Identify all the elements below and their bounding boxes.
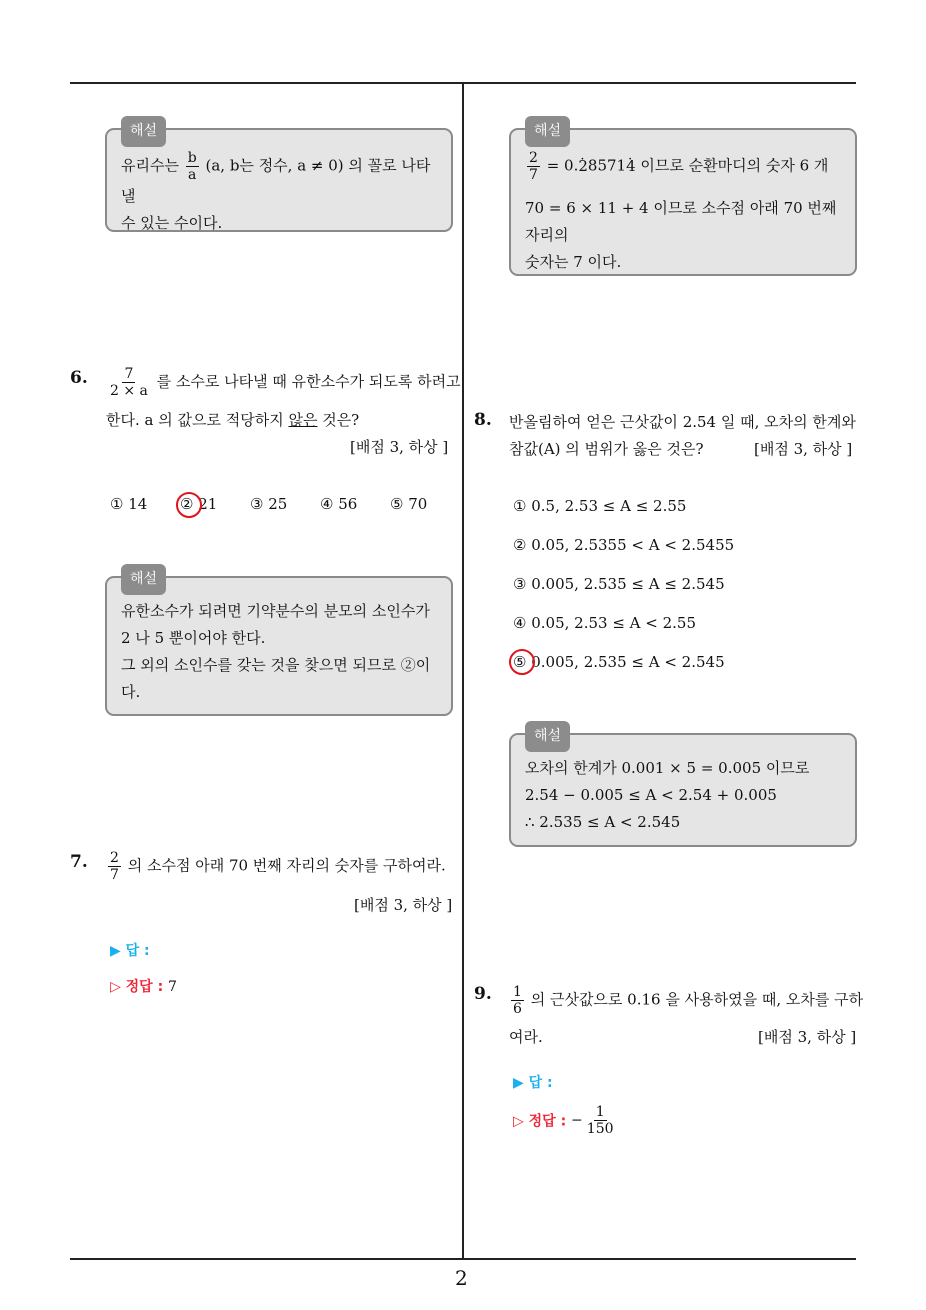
page-number: 2	[455, 1266, 468, 1290]
answer-prompt[interactable]: ▶ 답 :	[110, 943, 150, 959]
q8-choice-4[interactable]: ④ 0.05, 2.53 ≤ A < 2.55	[513, 614, 696, 632]
question-7-score: [배점 3, 하상 ]	[354, 896, 453, 914]
explanation-line: 2.54 − 0.005 ≤ A < 2.54 + 0.005	[525, 786, 777, 804]
left-explanation-box-1	[105, 123, 453, 232]
answer-prompt[interactable]: ▶ 답 :	[513, 1075, 553, 1091]
q6-choice-5[interactable]: ⑤ 70	[390, 495, 428, 513]
column-divider	[462, 84, 464, 1260]
explanation-tag: 해설	[121, 116, 166, 147]
q6-choice-2[interactable]: ② 21	[180, 495, 218, 513]
question-8-score: [배점 3, 하상 ]	[754, 440, 853, 458]
question-7-number: 7.	[70, 852, 88, 872]
right-explanation-box-2	[509, 728, 857, 847]
left-explanation-box-2	[105, 571, 453, 716]
fraction: $\frac{7}{2 \times a}$	[110, 366, 148, 399]
explanation-line: 수 있는 수이다.	[121, 214, 223, 232]
explanation-line: $\frac{2}{7}$ = 0.· 28571· 4 이므로 순환마디의 숫자 6 개	[525, 150, 841, 183]
explanation-tag: 해설	[525, 721, 570, 752]
right-explanation-box-1	[509, 123, 857, 276]
question-6-line-2: 한다. a 의 값으로 적당하지 않은 것은?	[106, 411, 360, 429]
explanation-tag: 해설	[525, 116, 570, 147]
explanation-line: 그 외의 소인수를 갖는 것을 찾으면 되므로 ②이	[121, 656, 431, 674]
question-8-line-2: 참값(A) 의 범위가 옳은 것은?	[509, 440, 704, 458]
selected-answer-circle	[176, 492, 202, 518]
question-9-line-2: 여라.	[509, 1028, 543, 1046]
question-9-number: 9.	[474, 984, 492, 1004]
explanation-line: 유리수는 $\frac{b}{a}$ (a, b는 정수, a ≠ 0) 의 꼴로 나타낼	[121, 150, 431, 205]
question-8-number: 8.	[474, 410, 492, 430]
question-6-score: [배점 3, 하상 ]	[350, 438, 449, 456]
explanation-line: 오차의 한계가 0.001 × 5 = 0.005 이므로	[525, 759, 810, 777]
fraction: $\frac{2}{7}$	[529, 150, 538, 183]
question-8-line-1: 반올림하여 얻은 근삿값이 2.54 일 때, 오차의 한계와	[509, 413, 856, 431]
q6-choice-3[interactable]: ③ 25	[250, 495, 288, 513]
explanation-line: ∴ 2.535 ≤ A < 2.545	[525, 813, 681, 831]
explanation-line: 다.	[121, 683, 141, 701]
correct-answer: ▷ 정답 : 7	[110, 979, 177, 995]
fraction: $\frac{b}{a}$	[187, 150, 197, 183]
q6-choice-4[interactable]: ④ 56	[320, 495, 358, 513]
q8-choice-5[interactable]: ⑤ 0.005, 2.535 ≤ A < 2.545	[513, 653, 725, 671]
explanation-line: 70 = 6 × 11 + 4 이므로 소수점 아래 70 번째 자리의	[525, 199, 837, 244]
explanation-line: 숫자는 7 이다.	[525, 253, 622, 271]
fraction: $\frac{1}{6}$	[513, 984, 522, 1017]
explanation-line: 유한소수가 되려면 기약분수의 분모의 소인수가	[121, 602, 430, 620]
q6-choice-1[interactable]: ① 14	[110, 495, 148, 513]
question-6-number: 6.	[70, 368, 88, 388]
explanation-line: 2 나 5 뿐이어야 한다.	[121, 629, 266, 647]
explanation-tag: 해설	[121, 564, 166, 595]
q8-choice-2[interactable]: ② 0.05, 2.5355 < A < 2.5455	[513, 536, 735, 554]
fraction: $\frac{2}{7}$	[110, 850, 119, 883]
q8-choice-1[interactable]: ① 0.5, 2.53 ≤ A ≤ 2.55	[513, 497, 687, 515]
question-7-line-1: $\frac{2}{7}$ 의 소수점 아래 70 번째 자리의 숫자를 구하여라.	[110, 850, 446, 883]
question-6-line-1: $\frac{7}{2 \times a}$ 를 소수로 나타낼 때 유한소수가 되도록 하려고	[110, 366, 461, 399]
correct-answer: ▷ 정답 : − $\frac{1}{150}$	[513, 1104, 614, 1137]
selected-answer-circle	[509, 649, 535, 675]
question-9-line-1: $\frac{1}{6}$ 의 근삿값으로 0.16 을 사용하였을 때, 오차를 구하	[513, 984, 864, 1017]
fraction: $\frac{1}{150}$	[586, 1104, 614, 1137]
question-9-score: [배점 3, 하상 ]	[758, 1028, 857, 1046]
q8-choice-3[interactable]: ③ 0.005, 2.535 ≤ A ≤ 2.545	[513, 575, 725, 593]
bottom-rule	[70, 1258, 856, 1260]
